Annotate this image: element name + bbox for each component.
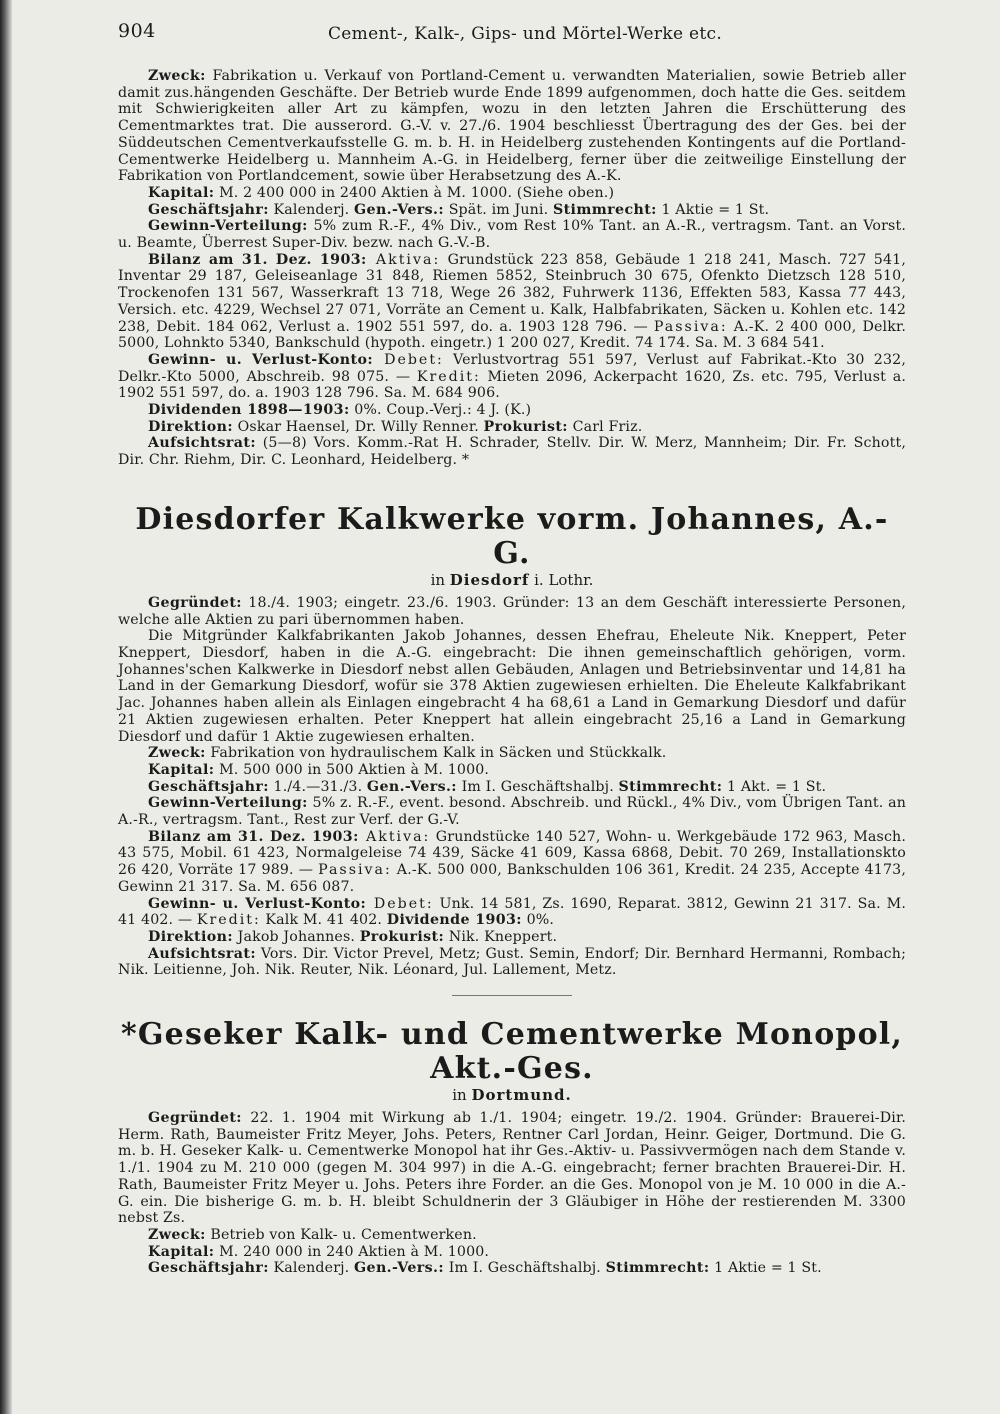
kapital-paragraph: Kapital: M. 500 000 in 500 Aktien à M. 1000. [148,761,490,778]
geschaeftsjahr-paragraph: Geschäftsjahr: Kalenderj. Gen.-Vers.: Im I. Geschäftshalbj. Stimmrecht: 1 Aktie = 1 St. [148,1260,822,1277]
page-header [118,18,906,52]
company-location: in Diesdorf i. Lothr. [430,570,594,589]
company-title-geseker: *Geseker Kalk- und Cementwerke Monopol, Akt.-Ges. [120,1017,904,1087]
direktion-paragraph: Direktion: Oskar Haensel, Dr. Willy Renner. Prokurist: Carl Friz. [148,418,643,435]
gegruendet-paragraph: Gegründet: 22. 1. 1904 mit Wirkung ab 1./1. 1904; eingetr. 19./2. 1904. Gründer: Brauerei-Dir. Herm. Rath, Baumeister Fritz Meyer, Johs. Peters, Rentner Carl Jordan, Heinr. Geiger, Dortmund. Die G. m. b. H. Geseker Kalk- u. Cementwerke Monopol hat ihr Ges.-Aktiv- u. Passivvermögen nach dem Stande v. 1./1. 1904 zu M. 210 000 (gegen M. 304 997) in die A.-G. eingebracht; ferner brachten Brauerei-Dir. H. Rath, Baumeister Fritz Meyer u. Johs. Peters ihre Forder. an die Ges. Monopol von je M. 10 000 in die A.-G. ein. Die bisherige G. m. b. H. bleibt Schuldnerin der 3 Gläubiger in Höhe der restierenden M. 3300 nebst Zs. [118,1110,906,1227]
page-content [118,18,906,1277]
zweck-paragraph: Zweck: Fabrikation von hydraulischem Kalk in Säcken und Stückkalk. [148,745,667,762]
kapital-paragraph: Kapital: M. 2 400 000 in 2400 Aktien à M. 1000. (Siehe oben.) [148,184,615,201]
geschaeftsjahr-paragraph: Geschäftsjahr: Kalenderj. Gen.-Vers.: Spät. im Juni. Stimmrecht: 1 Aktie = 1 St. [148,201,770,218]
entry-geseker [118,1110,906,1277]
mitgruender-paragraph: Die Mitgründer Kalkfabrikanten Jakob Johannes, dessen Ehefrau, Eheleute Nik. Kneppert, Peter Kneppert, Diesdorf, haben in die A.-G. eingebracht: Die ihnen gemeinschaftlich gehörigen, vorm. Johannes'schen Kalkwerke in Diesdorf nebst allen Gebäuden, Anlagen und Betriebsinventar und 14,81 ha Land in der Gemarkung Diesdorf, wofür sie 378 Aktien zugewiesen erhielten. Die Eheleute Kalkfabrikant Jac. Johannes haben allein als Einlagen eingebracht 4 ha 68,61 a Land in Gemarkung Diesdorf und dafür 21 Aktien zugewiesen erhalten. Peter Kneppert hat allein eingebracht 25,16 a Land in Gemarkung Diesdorf und dafür 1 Aktie zugewiesen erhalten. [118,628,906,745]
entry-diesdorfer [118,595,906,979]
gewinn-verlust-paragraph: Gewinn- u. Verlust-Konto: Debet: Unk. 14 581, Zs. 1690, Reparat. 3812, Gewinn 21 317. Sa. M. 41 402. — Kredit: Kalk M. 41 402. Dividende 1903: 0%. [118,895,906,929]
direktion-paragraph: Direktion: Jakob Johannes. Prokurist: Nik. Kneppert. [148,928,558,945]
aufsichtsrat-paragraph: Aufsichtsrat: (5—8) Vors. Komm.-Rat H. Schrader, Stellv. Dir. W. Merz, Mannheim; Dir. Fr. Schott, Dir. Chr. Riehm, Dir. C. Leonhard, Heidelberg. * [118,435,906,469]
running-title: Cement-, Kalk-, Gips- und Mörtel-Werke etc. [328,24,723,44]
gewinn-verteilung-paragraph: Gewinn-Verteilung: 5% zum R.-F., 4% Div., vom Rest 10% Tant. an A.-R., vertragsm. Tant. an Vorst. u. Beamte, Überrest Super-Div. bezw. nach G.-V.-B. [118,218,906,252]
page-number: 904 [118,20,156,42]
bilanz-paragraph: Bilanz am 31. Dez. 1903: Aktiva: Grundstücke 140 527, Wohn- u. Werkgebäude 172 963, Masch. 43 575, Mobil. 61 423, Normalgeleise 74 439, Säcke 41 609, Kassa 6868, Debit. 70 269, Installationskto 26 420, Vorräte 17 989. — Passiva: A.-K. 500 000, Bankschulden 106 361, Kredit. 24 235, Accepte 4173, Gewinn 21 317. Sa. M. 656 087. [118,828,906,895]
aufsichtsrat-paragraph: Aufsichtsrat: Vors. Dir. Victor Prevel, Metz; Gust. Semin, Endorf; Dir. Bernhard Hermanni, Rombach; Nik. Leitienne, Joh. Nik. Reuter, Nik. Léonard, Jul. Lallement, Metz. [118,945,906,979]
gewinn-verlust-paragraph: Gewinn- u. Verlust-Konto: Debet: Verlustvortrag 551 597, Verlust auf Fabrikat.-Kto 30 232, Delkr.-Kto 5000, Abschreib. 98 075. — Kredit: Mieten 2096, Ackerpacht 1620, Zs. etc. 795, Verlust a. 1902 551 597, do. a. 1903 128 796. Sa. M. 684 906. [118,351,906,402]
zweck-paragraph: Zweck: Betrieb von Kalk- u. Cementwerken. [148,1226,477,1243]
company-title-diesdorfer: Diesdorfer Kalkwerke vorm. Johannes, A.-G. [135,501,889,571]
kapital-paragraph: Kapital: M. 240 000 in 240 Aktien à M. 1000. [148,1243,490,1260]
gewinn-verteilung-paragraph: Gewinn-Verteilung: 5% z. R.-F., event. besond. Abschreib. und Rückl., 4% Div., vom Übrigen Tant. an A.-R., vertragsm. Tant., Rest zur Verf. der G.-V. [118,795,906,829]
zweck-paragraph: Zweck: Fabrikation u. Verkauf von Portland-Cement u. verwandten Materialien, sowie Betrieb aller damit zus.hängenden Geschäfte. Der Betrieb wurde Ende 1899 aufgenommen, doch hatte die Ges. seitdem mit Schwierigkeiten aller Art zu kämpfen, wozu in den letzten Jahren die Erschütterung des Cementmarktes trat. Die ausserord. G.-V. v. 27./6. 1904 beschliesst Übertragung des der Ges. bei der Süddeutschen Cementverkaufsstelle G. m. b. H. in Heidelberg zustehenden Kontingents auf die Portland-Cementwerke Heidelberg u. Mannheim A.-G. in Heidelberg, ferner über die zeitweilige Einstellung der Fabrikation von Portlandcement, sowie über Herabsetzung des A.-K. [118,68,906,185]
gegruendet-paragraph: Gegründet: 18./4. 1903; eingetr. 23./6. 1903. Gründer: 13 an dem Geschäft interessierte Personen, welche alle Aktien zu pari übernommen haben. [118,594,906,628]
company-location: in Dortmund. [452,1086,572,1105]
dividenden-paragraph: Dividenden 1898—1903: 0%. Coup.-Verj.: 4 J. (K.) [148,402,532,419]
section-divider [452,995,572,996]
geschaeftsjahr-paragraph: Geschäftsjahr: 1./4.—31./3. Gen.-Vers.: Im I. Geschäftshalbj. Stimmrecht: 1 Akt. = 1 St. [148,778,827,795]
entry-continued [118,68,906,469]
bilanz-paragraph: Bilanz am 31. Dez. 1903: Aktiva: Grundstück 223 858, Gebäude 1 218 241, Masch. 727 541, Inventar 29 187, Geleiseanlage 31 848, Riemen 5852, Steinbruch 30 675, Ofenkto Dietzsch 128 510, Trockenofen 131 567, Wasserkraft 13 718, Wege 26 382, Fuhrwerk 1136, Effekten 583, Kassa 77 443, Versich. etc. 4229, Wechsel 27 071, Vorräte an Cement u. Kalk, Halbfabrikaten, Säcken u. Kohlen etc. 142 238, Debit. 184 062, Verlust a. 1902 551 597, do. a. 1903 128 796. — Passiva: A.-K. 2 400 000, Delkr. 5000, Lohnkto 5340, Bankschuld (hypoth. eingetr.) 1 200 027, Kredit. 74 174. Sa. M. 3 684 541. [118,251,906,352]
binding-edge [0,0,12,1414]
